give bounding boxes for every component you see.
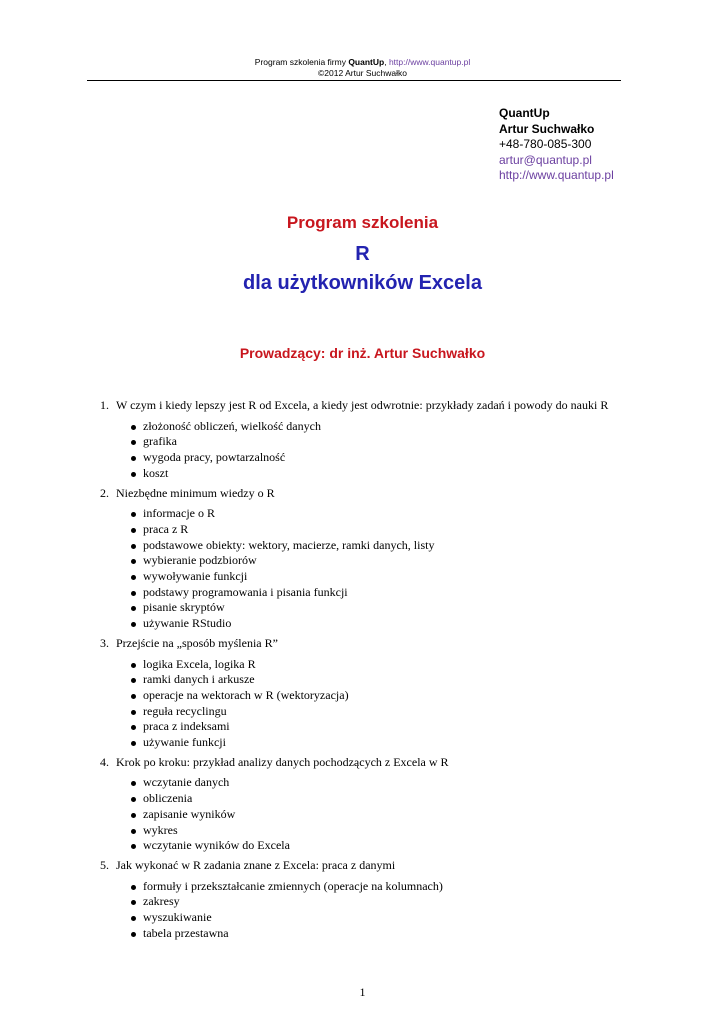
instructor-line: Prowadzący: dr inż. Artur Suchwałko [239,345,486,361]
list-item: logika Excela, logika R [130,657,660,673]
list-item: wygoda pracy, powtarzalność [130,450,660,466]
list-item: operacje na wektorach w R (wektoryzacja) [130,688,660,704]
list-item: grafika [130,434,660,450]
list-item: wywoływanie funkcji [130,569,660,585]
program-section [100,755,660,854]
header-line-1 [0,57,725,68]
section-number: 5. [100,857,109,872]
title-line-2: dla użytkowników Excela [243,272,482,294]
section-items [100,879,660,942]
list-item: zakresy [130,894,660,910]
title-line-1: R [355,243,370,265]
section-title [100,636,660,652]
list-item: używanie funkcji [130,735,660,751]
list-item: koszt [130,466,660,482]
contact-block [499,106,614,184]
header-separator: , [384,57,389,67]
section-title-text: Krok po kroku: przykład analizy danych pochodzących z Excela w R [116,754,449,769]
section-title [100,755,660,771]
section-number: 2. [100,485,109,500]
list-item: praca z indeksami [130,719,660,735]
list-item: ramki danych i arkusze [130,672,660,688]
list-item: podstawy programowania i pisania funkcji [130,585,660,601]
list-item: obliczenia [130,791,660,807]
list-item: zapisanie wyników [130,807,660,823]
program-section [100,398,660,482]
list-item: wczytanie danych [130,775,660,791]
list-item: wyszukiwanie [130,910,660,926]
program-section [100,636,660,751]
section-title-text: W czym i kiedy lepszy jest R od Excela, a kiedy jest odwrotnie: przykłady zadań i powody do nauki R [116,398,609,412]
program-list [100,398,660,946]
list-item: reguła recyclingu [130,704,660,720]
list-item: wybieranie podzbiorów [130,553,660,569]
section-title [100,398,660,414]
contact-url-link[interactable]: http://www.quantup.pl [499,168,614,182]
list-item: informacje o R [130,506,660,522]
page-number: 1 [359,985,366,999]
list-item: wykres [130,823,660,839]
program-section [100,486,660,632]
section-title-text: Niezbędne minimum wiedzy o R [116,485,275,500]
contact-company: QuantUp [499,106,550,120]
section-title-text: Przejście na „sposób myślenia R” [116,635,278,650]
section-title [100,858,660,874]
list-item: tabela przestawna [130,926,660,942]
section-title-text: Jak wykonać w R zadania znane z Excela: praca z danymi [116,857,396,872]
list-item: złożoność obliczeń, wielkość danych [130,419,660,435]
list-item: formuły i przekształcanie zmiennych (operacje na kolumnach) [130,879,660,895]
header-url-link[interactable]: http://www.quantup.pl [388,57,471,67]
header-prefix: Program szkolenia firmy [254,57,349,67]
list-item: pisanie skryptów [130,600,660,616]
section-items [100,775,660,854]
title-kicker: Program szkolenia [286,213,439,232]
list-item: używanie RStudio [130,616,660,632]
section-items [100,419,660,482]
section-number: 4. [100,754,109,769]
contact-email-link[interactable]: artur@quantup.pl [499,152,592,167]
section-items [100,657,660,751]
header-rule [87,80,621,81]
list-item: wczytanie wyników do Excela [130,838,660,854]
program-section [100,858,660,942]
header-company: QuantUp [348,57,385,67]
list-item: praca z R [130,522,660,538]
section-title [100,486,660,502]
page-header [0,57,725,79]
section-number: 3. [100,635,109,650]
contact-name: Artur Suchwałko [499,121,595,136]
list-item: podstawowe obiekty: wektory, macierze, ramki danych, listy [130,538,660,554]
section-items [100,506,660,632]
header-copyright: ©2012 Artur Suchwałko [318,68,407,78]
section-number: 1. [100,398,109,412]
contact-phone: +48-780-085-300 [499,137,592,151]
